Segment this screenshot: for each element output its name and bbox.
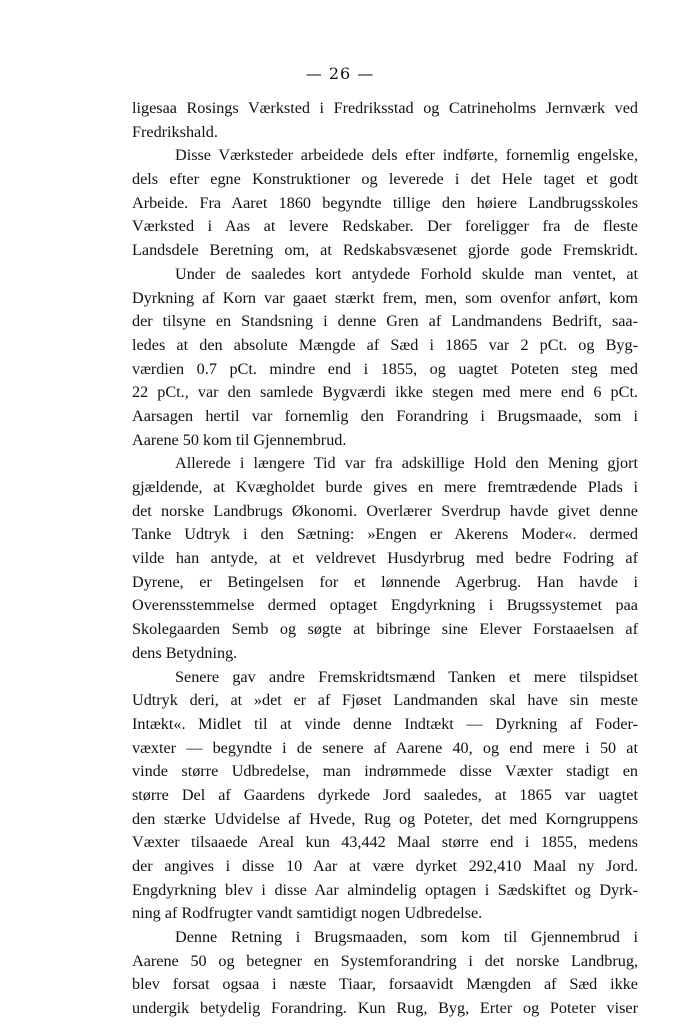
text-line: Væxter tilsaaede Areal kun 43,442 Maal større end i 1855, medens bbox=[132, 833, 638, 852]
text-line: Tanke Udtryk i den Sætning: »Engen er Akerens Moder«. dermed bbox=[132, 525, 638, 544]
text-line: ledes at den absolute Mængde af Sæd i 1865 var 2 pCt. og Byg- bbox=[132, 335, 638, 354]
text-line: Fredrikshald. bbox=[132, 122, 218, 141]
text-line: ligesaa Rosings Værksted i Fredriksstad og Catrineholms Jernværk ved bbox=[132, 99, 638, 117]
text-line: Senere gav andre Fremskridtsmænd Tanken et mere tilspidset bbox=[175, 667, 638, 686]
text-line: Aarene 50 kom til Gjennembrud. bbox=[132, 430, 347, 449]
text-line: gjældende, at Kvægholdet burde gives en mere fremtrædende Plads i bbox=[132, 478, 638, 496]
text-line: større Del af Gaardens dyrkede Jord saaledes, at 1865 var uagtet bbox=[132, 785, 638, 804]
text-line: Disse Værksteder arbeidede dels efter indførte, fornemlig engelske, bbox=[175, 146, 638, 165]
text-line: værdien 0.7 pCt. mindre end i 1855, og uagtet Poteten steg med bbox=[132, 359, 638, 378]
text-line: Allerede i længere Tid var fra adskillige Hold den Mening gjort bbox=[175, 454, 638, 473]
text-line: den stærke Udvidelse af Hvede, Rug og Poteter, det med Korngruppens bbox=[132, 809, 638, 828]
text-line: Værksted i Aas at levere Redskaber. Der foreligger fra de fleste bbox=[132, 217, 638, 236]
text-line: vilde han antyde, at et veldrevet Husdyrbrug med bedre Fodring af bbox=[132, 549, 638, 568]
paragraph bbox=[132, 263, 638, 453]
text-line: der tilsyne en Standsning i denne Gren af Landmandens Bedrift, saa- bbox=[132, 312, 638, 331]
text-line: Aarsagen hertil var fornemlig den Forandring i Brugsmaade, som i bbox=[132, 406, 638, 425]
page-number: — 26 — bbox=[305, 64, 375, 83]
text-line: Dyrkning af Korn var gaaet stærkt frem, men, som ovenfor anført, kom bbox=[132, 288, 638, 307]
text-line: der angives i disse 10 Aar at være dyrket 292,410 Maal ny Jord. bbox=[132, 857, 638, 875]
text-line: 22 pCt., var den samlede Bygværdi ikke stegen med mere end 6 pCt. bbox=[132, 383, 638, 402]
paragraph bbox=[132, 97, 638, 144]
paragraph bbox=[132, 926, 638, 1021]
text-line: Skolegaarden Semb og søgte at bibringe sine Elever Forstaaelsen af bbox=[132, 620, 638, 639]
paragraph bbox=[132, 452, 638, 665]
text-line: Landsdele Beretning om, at Redskabsvæsenet gjorde gode Fremskridt. bbox=[132, 241, 638, 260]
text-line: ning af Rodfrugter vandt samtidigt nogen Udbredelse. bbox=[132, 904, 483, 923]
text-line: det norske Landbrugs Økonomi. Overlærer Sverdrup havde givet denne bbox=[132, 501, 638, 520]
text-line: dens Betydning. bbox=[132, 643, 238, 662]
text-line: Denne Retning i Brugsmaaden, som kom til Gjennembrud i bbox=[175, 928, 638, 947]
text-line: Arbeide. Fra Aaret 1860 begyndte tillige den høiere Landbrugsskoles bbox=[132, 193, 638, 212]
text-line: Aarene 50 og betegner en Systemforandring i det norske Landbrug, bbox=[132, 951, 638, 970]
body-text bbox=[132, 97, 638, 1021]
text-line: Engdyrkning blev i disse Aar almindelig optagen i Sædskiftet og Dyrk- bbox=[132, 880, 638, 899]
text-line: Dyrene, er Betingelsen for et lønnende Agerbrug. Han havde i bbox=[132, 572, 638, 591]
paragraph bbox=[132, 666, 638, 927]
paragraph bbox=[132, 144, 638, 262]
text-line: Under de saaledes kort antydede Forhold skulde man ventet, at bbox=[175, 264, 638, 283]
text-line: væxter — begyndte i de senere af Aarene 40, og end mere i 50 at bbox=[132, 738, 638, 757]
text-line: Overensstemmelse dermed optaget Engdyrkning i Brugssystemet paa bbox=[132, 596, 638, 615]
text-line: Udtryk deri, at »det er af Fjøset Landmanden skal have sin meste bbox=[132, 691, 638, 710]
text-line: dels efter egne Konstruktioner og leverede i det Hele taget et godt bbox=[132, 170, 638, 189]
text-line: undergik betydelig Forandring. Kun Rug, Byg, Erter og Poteter viser bbox=[132, 999, 638, 1018]
text-line: Intækt«. Midlet til at vinde denne Indtækt — Dyrkning af Foder- bbox=[132, 714, 638, 733]
text-line: blev forsat ogsaa i næste Tiaar, forsaavidt Mængden af Sæd ikke bbox=[132, 975, 638, 994]
text-line: vinde større Udbredelse, man indrømmede disse Væxter stadigt en bbox=[132, 762, 638, 781]
